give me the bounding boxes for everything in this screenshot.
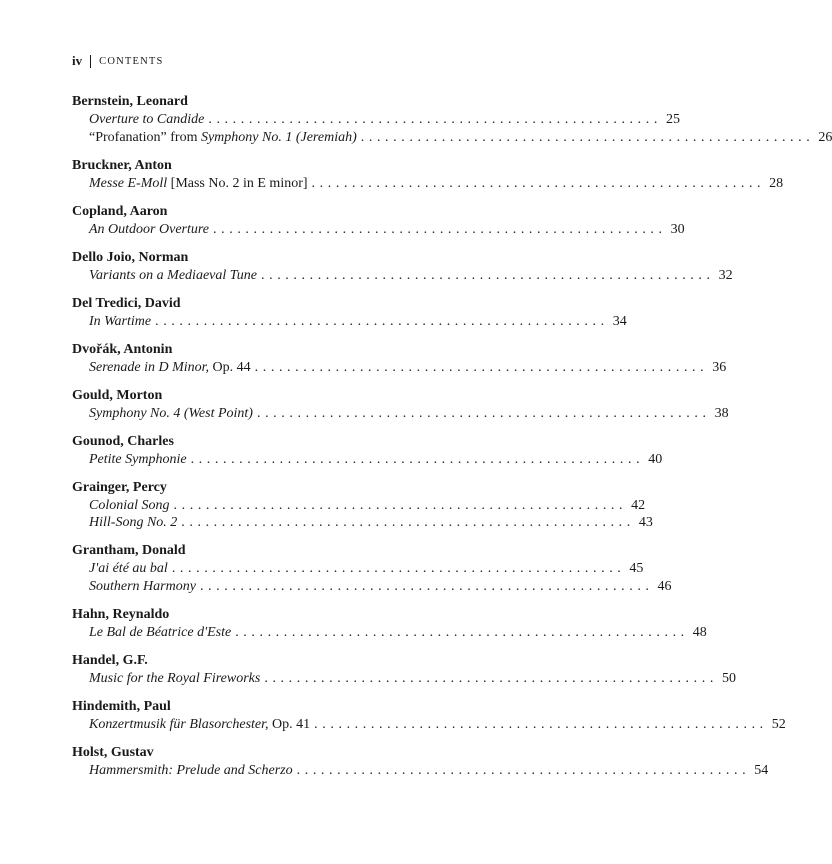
work-entry[interactable] — [89, 405, 729, 423]
work-title-italic: Hill-Song No. 2 — [89, 515, 178, 530]
work-entry[interactable] — [89, 514, 653, 532]
running-head-title: CONTENTS — [99, 55, 164, 67]
work-entry[interactable] — [89, 111, 680, 129]
composer-entry — [72, 432, 663, 469]
work-entry[interactable] — [89, 578, 672, 596]
composer-entry — [72, 386, 729, 423]
work-title-italic: Symphony No. 1 (Jeremiah) — [200, 129, 357, 145]
composer-name: Grantham, Donald — [72, 543, 186, 558]
page-number: 26 — [818, 129, 832, 145]
page-number: 46 — [657, 578, 672, 594]
composer-entry — [72, 743, 769, 780]
work-title-italic: Petite Symphonie — [89, 451, 187, 467]
dot-leader: ........................................................ — [171, 561, 626, 576]
work-title-italic: Konzertmusik für Blasorchester, — [89, 716, 269, 732]
work-title — [89, 221, 209, 239]
work-title-italic: Hammersmith: Prelude and Scherzo — [89, 762, 293, 778]
dot-leader: ........................................................ — [254, 359, 709, 375]
page-number: 43 — [638, 515, 653, 530]
work-title-italic: An Outdoor Overture — [89, 221, 210, 237]
table-of-contents — [72, 92, 832, 789]
work-title — [89, 267, 257, 285]
dot-leader: ........................................................ — [173, 497, 628, 513]
composer-entry — [72, 697, 786, 734]
composer-entry — [72, 248, 733, 285]
composer-name: Dello Joio, Norman — [72, 249, 189, 265]
composer-entry — [72, 202, 685, 239]
work-entry[interactable] — [89, 267, 733, 285]
work-title — [89, 359, 251, 377]
composer-name: Gould, Morton — [72, 387, 163, 403]
work-entry[interactable] — [89, 670, 736, 688]
work-title — [89, 175, 308, 193]
work-title — [89, 624, 231, 642]
work-entry[interactable] — [89, 624, 707, 642]
composer-entry — [72, 478, 653, 532]
work-entry[interactable] — [89, 762, 769, 780]
work-entry[interactable] — [89, 716, 786, 734]
page-number: 48 — [692, 624, 707, 640]
page-number: 45 — [629, 561, 644, 576]
work-entry[interactable] — [89, 129, 832, 147]
page-number: 42 — [631, 497, 646, 513]
work-title-italic: Overture to Candide — [89, 112, 205, 127]
composer-name: Dvořák, Antonin — [72, 341, 173, 357]
page-folio: iv — [72, 53, 83, 68]
work-title-italic: Southern Harmony — [89, 578, 196, 594]
composer-name: Hahn, Reynaldo — [72, 606, 170, 622]
dot-leader: ........................................................ — [360, 129, 815, 145]
work-entry[interactable] — [89, 313, 627, 331]
composer-entry — [72, 156, 784, 193]
composer-entry — [72, 294, 627, 331]
page-number: 25 — [665, 112, 680, 127]
work-title-prefix: “Profanation” from — [89, 129, 201, 145]
page-number: 50 — [721, 670, 736, 686]
page-number: 36 — [712, 359, 727, 375]
work-title — [89, 451, 187, 469]
work-title — [89, 762, 293, 780]
work-entry[interactable] — [89, 560, 644, 578]
dot-leader: ........................................................ — [296, 762, 751, 778]
composer-name: Gounod, Charles — [72, 433, 174, 449]
header-divider — [90, 55, 91, 68]
composer-name: Bernstein, Leonard — [72, 94, 188, 109]
work-title-italic: Music for the Royal Fireworks — [89, 670, 261, 686]
dot-leader: ........................................................ — [264, 670, 718, 686]
work-entry[interactable] — [89, 175, 784, 193]
work-entry[interactable] — [89, 359, 727, 377]
dot-leader: ........................................................ — [181, 515, 635, 530]
page-number: 28 — [769, 175, 784, 191]
page-number: 52 — [771, 716, 786, 732]
work-title-italic: Le Bal de Béatrice d'Este — [89, 624, 232, 640]
work-entry[interactable] — [89, 451, 663, 469]
page-number: 30 — [670, 221, 685, 237]
composer-entry — [72, 605, 707, 642]
composer-entry — [72, 340, 727, 377]
work-title-italic: Variants on a Mediaeval Tune — [89, 267, 257, 283]
dot-leader: ........................................................ — [213, 221, 667, 237]
dot-leader: ........................................................ — [256, 405, 711, 421]
dot-leader: ........................................................ — [199, 578, 654, 594]
composer-name: Copland, Aaron — [72, 203, 168, 219]
page-number: 54 — [754, 762, 769, 778]
work-title — [89, 405, 253, 423]
composer-entry — [72, 651, 736, 688]
composer-name: Handel, G.F. — [72, 652, 148, 668]
work-title-italic: Symphony No. 4 (West Point) — [89, 405, 253, 421]
work-title — [89, 560, 168, 578]
work-entry[interactable] — [89, 497, 646, 515]
work-title-suffix: Op. 44 — [209, 359, 251, 375]
work-title-italic: J'ai été au bal — [89, 561, 168, 576]
composer-name: Grainger, Percy — [72, 479, 167, 495]
work-title — [89, 111, 204, 129]
page-number: 38 — [714, 405, 729, 421]
work-title-italic: Serenade in D Minor, — [89, 359, 210, 375]
page-number: 34 — [612, 313, 627, 329]
work-title — [89, 497, 170, 515]
composer-name: Del Tredici, David — [72, 295, 181, 311]
dot-leader: ........................................................ — [190, 451, 645, 467]
dot-leader: ........................................................ — [261, 267, 715, 283]
running-head — [72, 53, 164, 69]
dot-leader: ........................................................ — [311, 175, 766, 191]
work-title-suffix: [Mass No. 2 in E minor] — [167, 175, 308, 191]
composer-name: Hindemith, Paul — [72, 698, 171, 714]
work-title-italic: Colonial Song — [89, 497, 170, 513]
composer-name: Holst, Gustav — [72, 744, 154, 760]
work-title — [89, 514, 177, 532]
work-title — [89, 670, 260, 688]
work-title — [89, 716, 310, 734]
composer-name: Bruckner, Anton — [72, 157, 172, 173]
work-entry[interactable] — [89, 221, 685, 239]
composer-entry — [72, 92, 832, 146]
dot-leader: ........................................................ — [155, 313, 609, 329]
work-title — [89, 129, 357, 147]
dot-leader: ........................................................ — [235, 624, 689, 640]
composer-entry — [72, 541, 672, 595]
page-number: 32 — [718, 267, 733, 283]
work-title — [89, 578, 196, 596]
work-title-suffix: Op. 41 — [268, 716, 311, 732]
work-title-italic: Messe E-Moll — [89, 175, 168, 191]
dot-leader: ........................................................ — [314, 716, 768, 732]
work-title — [89, 313, 151, 331]
work-title-italic: In Wartime — [89, 313, 152, 329]
dot-leader: ........................................................ — [208, 112, 662, 127]
page-number: 40 — [648, 451, 663, 467]
